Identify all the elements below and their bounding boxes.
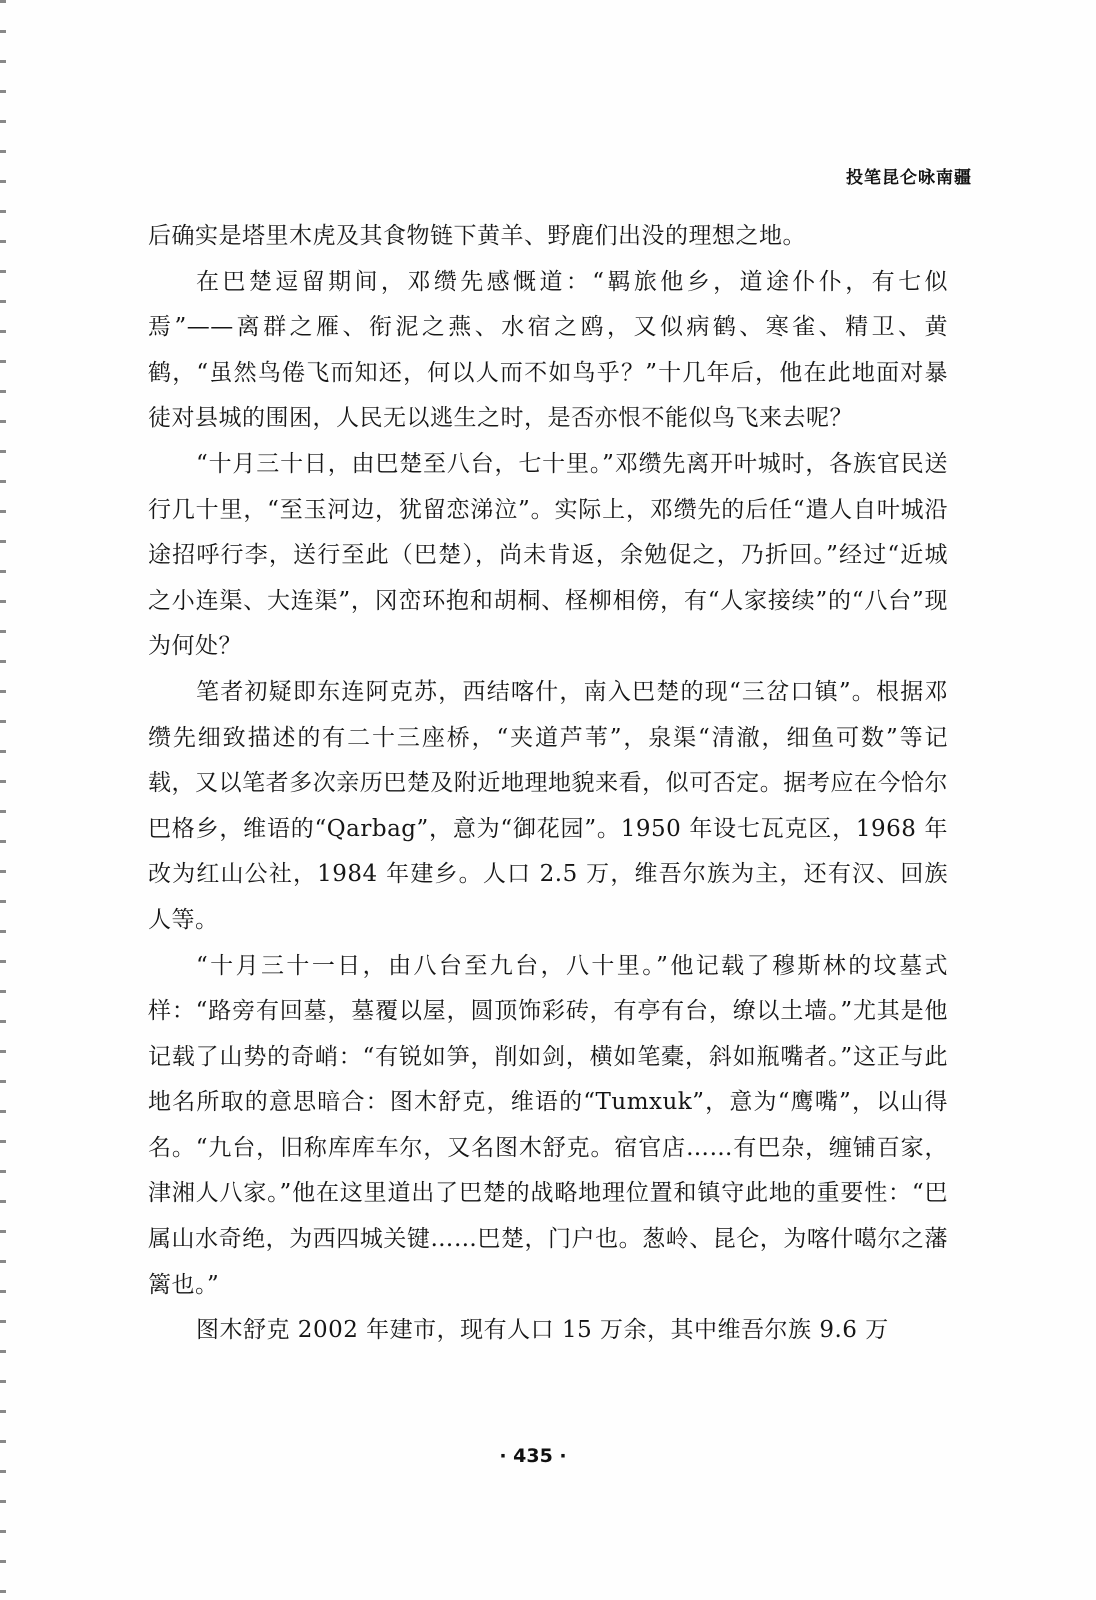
body-text: [148, 214, 948, 1354]
paragraph: 图木舒克 2002 年建市，现有人口 15 万余，其中维吾尔族 9.6 万: [196, 1317, 889, 1344]
binding-edge-marks: [0, 0, 6, 1600]
paragraph-continuation: 后确实是塔里木虎及其食物链下黄羊、野鹿们出没的理想之地。: [148, 223, 806, 249]
paragraph: “十月三十日，由巴楚至八台，七十里。”邓缵先离开叶城时，各族官民送行几十里，“至玉河边，犹留恋涕泣”。实际上，邓缵先的后任“遣人自叶城沿途招呼行李，送行至此（巴楚），尚未肯返，余勉促之，乃折回。”经过“近城之小连渠、大连渠”，冈峦环抱和胡桐、柽柳相傍，有“人家接续”的“八台”现为何处？: [148, 450, 948, 660]
running-header: 投笔昆仑咏南疆: [846, 168, 972, 188]
paragraph: 笔者初疑即东连阿克苏，西结喀什，南入巴楚的现“三岔口镇”。根据邓缵先细致描述的有二十三座桥，“夹道芦苇”，泉渠“清澈，细鱼可数”等记载，又以笔者多次亲历巴楚及附近地理地貌来看，似可否定。据考应在今恰尔巴格乡，维语的“Qarbag”，意为“御花园”。1950 年设七瓦克区，1968 年改为红山公社，1984 年建乡。人口 2.5 万，维吾尔族为主，还有汉、回族人等。: [148, 678, 948, 933]
paragraph: “十月三十一日，由八台至九台，八十里。”他记载了穆斯林的坟墓式样：“路旁有回墓，墓覆以屋，圆顶饰彩砖，有亭有台，缭以土墙。”尤其是他记载了山势的奇峭：“有锐如笋，削如剑，横如笔橐，斜如瓶嘴者。”这正与此地名所取的意思暗合：图木舒克，维语的“Tumxuk”，意为“鹰嘴”，以山得名。“九台，旧称库库车尔，又名图木舒克。宿官店……有巴杂，缠铺百家，津湘人八家。”他在这里道出了巴楚的战略地理位置和镇守此地的重要性：“巴属山水奇绝，为西四城关键……巴楚，门户也。葱岭、昆仑，为喀什噶尔之藩篱也。”: [148, 952, 948, 1298]
page-number: · 435 ·: [499, 1445, 567, 1467]
paragraph: 在巴楚逗留期间，邓缵先感慨道：“羁旅他乡，道途仆仆，有七似焉”——离群之雁、衔泥之燕、水宿之鸥，又似病鹤、寒雀、精卫、黄鹤，“虽然鸟倦飞而知还，何以人而不如鸟乎？”十几年后，他在此地面对暴徒对县城的围困，人民无以逃生之时，是否亦恨不能似鸟飞来去呢？: [148, 268, 948, 432]
